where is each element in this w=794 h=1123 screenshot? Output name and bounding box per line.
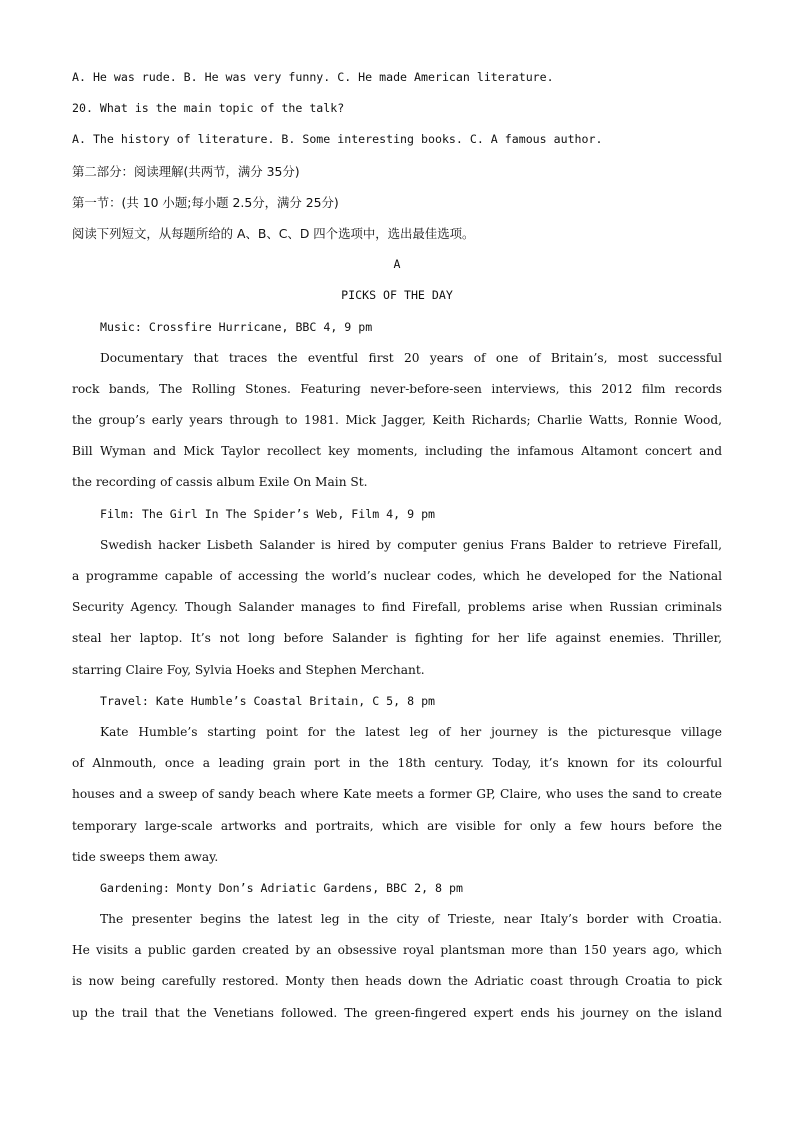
paragraph-line: Bill Wyman and Mick Taylor recollect key moments, including the infamous Altamont concert and bbox=[72, 444, 722, 459]
paragraph-line: steal her laptop. It’s not long before Salander is fighting for her life against enemies. Thriller, bbox=[72, 631, 722, 646]
paragraph-line: Documentary that traces the eventful first 20 years of one of Britain’s, most successful bbox=[100, 350, 722, 365]
reading-instruction: 阅读下列短文，从每题所给的 A、B、C、D 四个选项中，选出最佳选项。 bbox=[72, 225, 475, 241]
paragraph-line: starring Claire Foy, Sylvia Hoeks and Stephen Merchant. bbox=[72, 662, 425, 677]
q20-question: 20. What is the main topic of the talk? bbox=[72, 101, 345, 116]
paragraph-line: Security Agency. Though Salander manages to find Firefall, problems arise when Russian criminals bbox=[72, 600, 722, 615]
item-paragraph-film bbox=[72, 530, 722, 686]
section1-heading: 第一节：(共 10 小题;每小题 2.5分，满分 25分) bbox=[72, 194, 339, 210]
q20-options: A. The history of literature. B. Some interesting books. C. A famous author. bbox=[72, 132, 603, 147]
item-heading-gardening: Gardening: Monty Don’s Adriatic Gardens, BBC 2, 8 pm bbox=[100, 880, 463, 895]
passage-label: A bbox=[393, 257, 401, 272]
paragraph-line: tide sweeps them away. bbox=[72, 849, 219, 864]
paragraph-line: the recording of cassis album Exile On Main St. bbox=[72, 475, 368, 490]
paragraph-line: up the trail that the Venetians followed. The green-fingered expert ends his journey on the island bbox=[72, 1005, 722, 1020]
q19-options: A. He was rude. B. He was very funny. C. He made American literature. bbox=[72, 70, 554, 84]
paragraph-line: of Alnmouth, once a leading grain port in the 18th century. Today, it’s known for its colourful bbox=[72, 756, 722, 771]
paragraph-line: houses and a sweep of sandy beach where Kate meets a former GP, Claire, who uses the sand to create bbox=[72, 787, 722, 802]
paragraph-line: is now being carefully restored. Monty then heads down the Adriatic coast through Croatia to pick bbox=[72, 974, 722, 989]
document-page bbox=[72, 62, 722, 1029]
item-paragraph-travel bbox=[72, 717, 722, 873]
paragraph-line: temporary large-scale artworks and portraits, which are visible for only a few hours before the bbox=[72, 818, 722, 833]
item-heading-travel: Travel: Kate Humble’s Coastal Britain, C 5, 8 pm bbox=[100, 693, 436, 708]
item-paragraph-music bbox=[72, 343, 722, 499]
paragraph-line: He visits a public garden created by an obsessive royal plantsman more than 150 years ago, which bbox=[72, 943, 722, 958]
paragraph-line: Swedish hacker Lisbeth Salander is hired by computer genius Frans Balder to retrieve Firefall, bbox=[100, 537, 722, 552]
paragraph-line: a programme capable of accessing the world’s nuclear codes, which he developed for the National bbox=[72, 569, 722, 583]
paragraph-line: rock bands, The Rolling Stones. Featuring never-before-seen interviews, this 2012 film records bbox=[72, 381, 722, 396]
passage-title: PICKS OF THE DAY bbox=[341, 288, 453, 303]
item-paragraph-gardening bbox=[72, 904, 722, 1029]
paragraph-line: The presenter begins the latest leg in the city of Trieste, near Italy’s border with Croatia. bbox=[100, 912, 722, 927]
item-heading-music: Music: Crossfire Hurricane, BBC 4, 9 pm bbox=[100, 319, 373, 334]
item-heading-film: Film: The Girl In The Spider’s Web, Film 4, 9 pm bbox=[100, 506, 436, 521]
paragraph-line: Kate Humble’s starting point for the latest leg of her journey is the picturesque village bbox=[100, 724, 722, 739]
part2-heading: 第二部分：阅读理解(共两节，满分 35分) bbox=[72, 163, 300, 179]
paragraph-line: the group’s early years through to 1981. Mick Jagger, Keith Richards; Charlie Watts, Ronnie Wood, bbox=[72, 413, 722, 428]
